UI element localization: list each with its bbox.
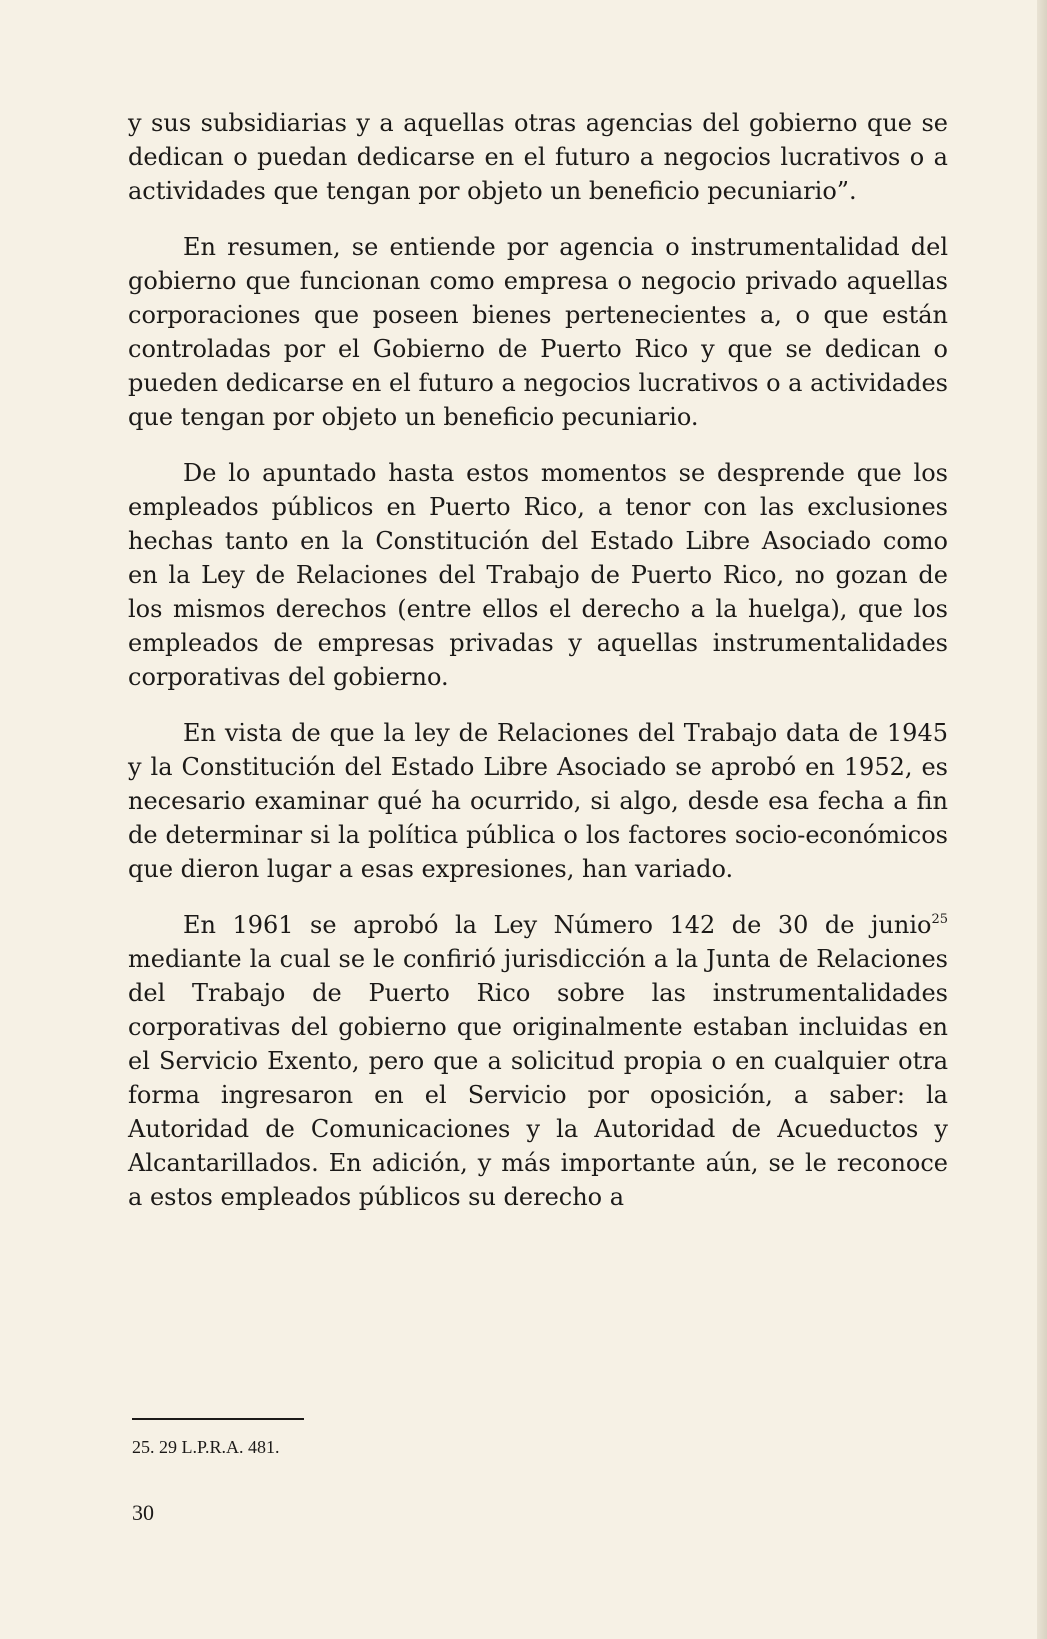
paragraph-resumen: En resumen, se entiende por agencia o instrumentalidad del gobierno que funcionan como empresa o negocio privado aquellas corporaciones que poseen bienes pertenecientes a, o que están controladas por el Gobierno de Puerto Rico y que se dedican o pueden dedicarse en el futuro a negocios lucrativos o a actividades que tengan por objeto un beneficio pecuniario. xyxy=(128,233,948,431)
paragraph-1961-text-a: En 1961 se aprobó la Ley Número 142 de 30 de junio xyxy=(183,911,932,939)
page-edge xyxy=(1037,0,1047,1639)
page-number: 30 xyxy=(132,1500,154,1525)
footnote-reference: 25 xyxy=(931,912,948,927)
paragraph-apuntado: De lo apuntado hasta estos momentos se desprende que los empleados públicos en Puerto Rico, a tenor con las exclusiones hechas tanto en la Constitución del Estado Libre Asociado como en la Ley de Relaciones del Trabajo de Puerto Rico, no gozan de los mismos derechos (entre ellos el derecho a la huelga), que los empleados de empresas privadas y aquellas instrumentalidades corporativas del gobierno. xyxy=(128,459,948,691)
paragraph-1961 xyxy=(128,908,948,1214)
footnote-divider xyxy=(132,1418,304,1420)
body-text xyxy=(128,106,948,1236)
footnote-25: 25. 29 L.P.R.A. 481. xyxy=(132,1437,280,1457)
paragraph-continuation: y sus subsidiarias y a aquellas otras agencias del gobierno que se dedican o puedan dedicarse en el futuro a negocios lucrativos o a actividades que tengan por objeto un beneficio pecuniario”. xyxy=(128,109,948,205)
paragraph-vista: En vista de que la ley de Relaciones del Trabajo data de 1945 y la Constitución del Estado Libre Asociado se aprobó en 1952, es necesario examinar qué ha ocurrido, si algo, desde esa fecha a fin de determinar si la política pública o los factores socio-económicos que dieron lugar a esas expresiones, han variado. xyxy=(128,719,948,883)
paragraph-1961-text-b: mediante la cual se le confirió jurisdicción a la Junta de Relaciones del Trabajo de Puerto Rico sobre las instrumentalidades corporativas del gobierno que originalmente estaban incluidas en el Servicio Exento, pero que a solicitud propia o en cualquier otra forma ingresaron en el Servicio por oposición, a saber: la Autoridad de Comunicaciones y la Autoridad de Acueductos y Alcantarillados. En adición, y más importante aún, se le reconoce a estos empleados públicos su derecho a xyxy=(128,945,948,1211)
